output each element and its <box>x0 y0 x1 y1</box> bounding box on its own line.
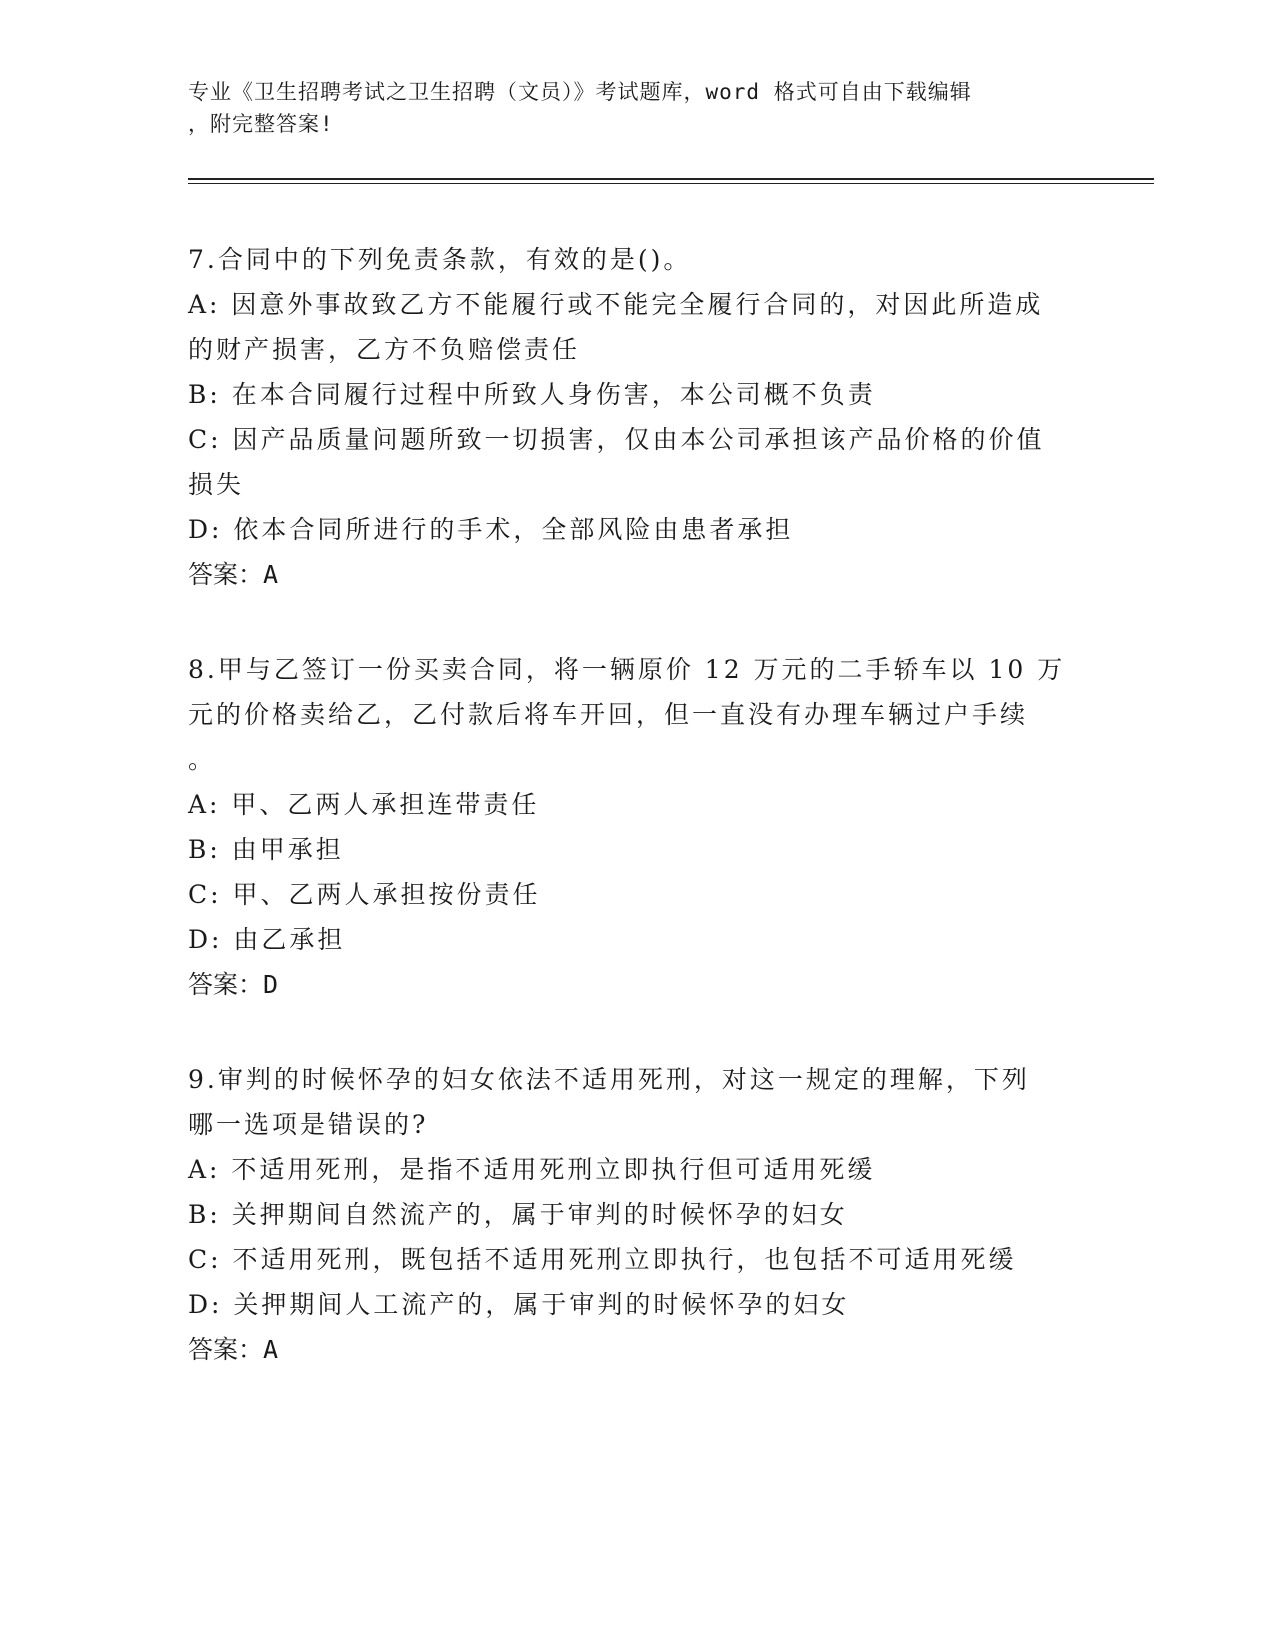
option-c <box>188 417 1088 507</box>
header-divider-thin <box>188 183 1154 184</box>
option-line: B: 由甲承担 <box>188 835 344 864</box>
header-line-2: ，附完整答案! <box>188 112 334 136</box>
option-line: D: 依本合同所进行的手术，全部风险由患者承担 <box>188 515 794 544</box>
option-d <box>188 917 1088 962</box>
document-header <box>188 76 1068 140</box>
option-line: C: 甲、乙两人承担按份责任 <box>188 880 541 909</box>
option-line: 损失 <box>188 470 245 499</box>
option-c <box>188 872 1088 917</box>
option-b <box>188 827 1088 872</box>
option-line: C: 因产品质量问题所致一切损害，仅由本公司承担该产品价格的价值 <box>188 425 1045 454</box>
question-8 <box>188 647 1088 1007</box>
option-a <box>188 1147 1088 1192</box>
option-line: A: 不适用死刑，是指不适用死刑立即执行但可适用死缓 <box>188 1155 876 1184</box>
question-7 <box>188 237 1088 597</box>
question-stem: 。 <box>188 745 217 774</box>
question-stem: 9.审判的时候怀孕的妇女依法不适用死刑，对这一规定的理解，下列 <box>188 1065 1030 1094</box>
option-line: A: 因意外事故致乙方不能履行或不能完全履行合同的，对因此所造成 <box>188 290 1044 319</box>
option-line: D: 由乙承担 <box>188 925 346 954</box>
option-line: A: 甲、乙两人承担连带责任 <box>188 790 540 819</box>
answer: 答案：D <box>188 970 279 999</box>
header-line-1: 专业《卫生招聘考试之卫生招聘（文员）》考试题库，word 格式可自由下载编辑 <box>188 80 972 104</box>
question-stem: 元的价格卖给乙，乙付款后将车开回，但一直没有办理车辆过户手续 <box>188 700 1029 729</box>
option-line: B: 在本合同履行过程中所致人身伤害，本公司概不负责 <box>188 380 876 409</box>
option-d <box>188 1282 1088 1327</box>
header-divider-thick <box>188 178 1154 180</box>
question-9 <box>188 1057 1088 1372</box>
option-line: B: 关押期间自然流产的，属于审判的时候怀孕的妇女 <box>188 1200 848 1229</box>
question-stem: 哪一选项是错误的? <box>188 1110 429 1139</box>
option-c <box>188 1237 1088 1282</box>
question-stem: 8.甲与乙签订一份买卖合同，将一辆原价 12 万元的二手轿车以 10 万 <box>188 655 1066 684</box>
question-stem: 7.合同中的下列免责条款，有效的是()。 <box>188 245 692 274</box>
answer: 答案：A <box>188 1335 279 1364</box>
option-a <box>188 782 1088 827</box>
option-b <box>188 1192 1088 1237</box>
option-line: C: 不适用死刑，既包括不适用死刑立即执行，也包括不可适用死缓 <box>188 1245 1017 1274</box>
option-a <box>188 282 1088 372</box>
answer: 答案：A <box>188 560 279 589</box>
option-b <box>188 372 1088 417</box>
option-line: D: 关押期间人工流产的，属于审判的时候怀孕的妇女 <box>188 1290 850 1319</box>
option-d <box>188 507 1088 552</box>
option-line: 的财产损害，乙方不负赔偿责任 <box>188 335 581 364</box>
